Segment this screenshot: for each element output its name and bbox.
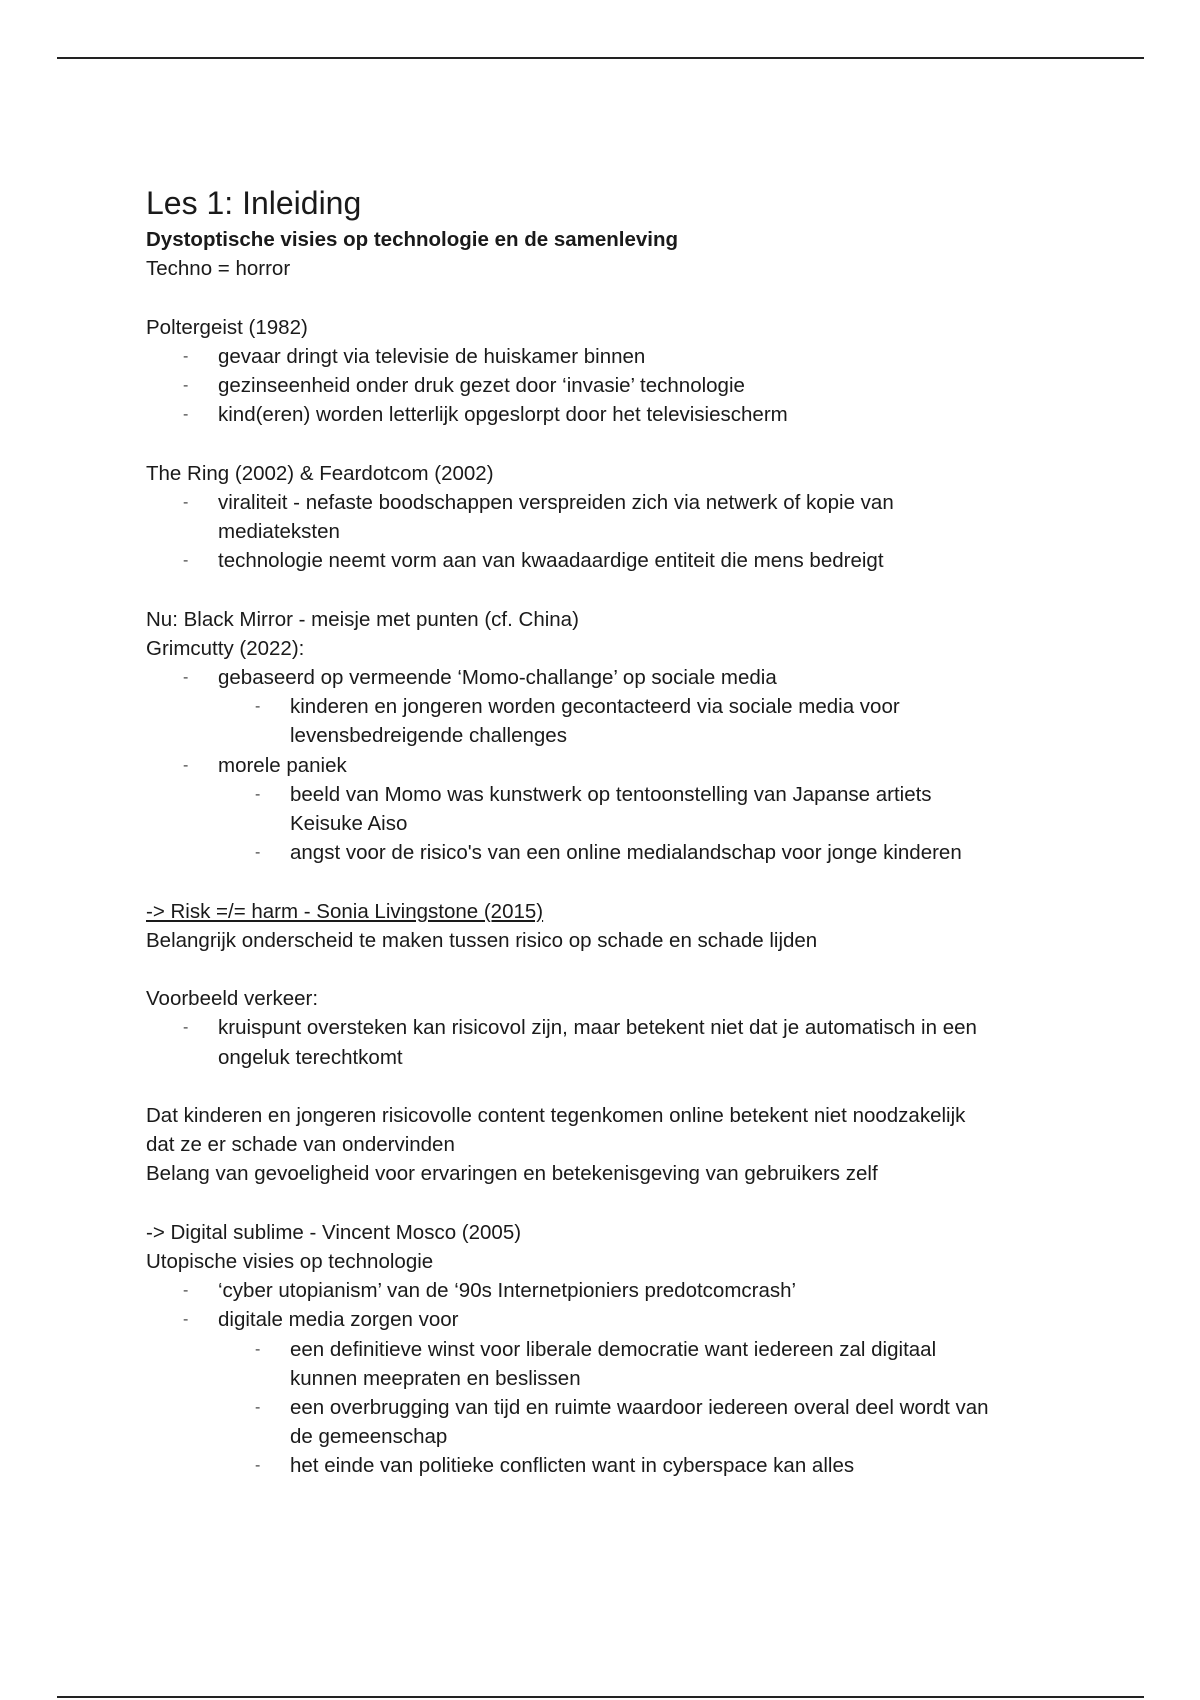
bullet-dash: - bbox=[183, 347, 189, 365]
bullet-list bbox=[146, 1013, 1076, 1071]
film-heading: The Ring (2002) & Feardotcom (2002) bbox=[146, 461, 494, 485]
text-line: Utopische visies op technologie bbox=[146, 1250, 434, 1273]
bullet-dash: - bbox=[183, 406, 189, 424]
page-title: Les 1: Inleiding bbox=[146, 185, 362, 221]
film-heading: Poltergeist (1982) bbox=[146, 315, 308, 339]
bullet-dash: - bbox=[183, 1019, 189, 1037]
bullet-dash: - bbox=[255, 1457, 261, 1475]
text-line: Techno = horror bbox=[146, 257, 291, 281]
bullet-dash: - bbox=[255, 1340, 261, 1358]
bullet-dash: - bbox=[255, 1399, 261, 1417]
list-item: - gezinseenheid onder druk gezet door ‘invasie’ technologie bbox=[146, 371, 1076, 400]
list-item: - gevaar dringt via televisie de huiskamer binnen bbox=[146, 342, 1076, 371]
list-item: - kruispunt oversteken kan risicovol zijn, maar betekent niet dat je automatisch in een ongeluk terechtkomt bbox=[146, 1013, 1076, 1071]
bullet-dash: - bbox=[183, 552, 189, 570]
list-item: - digitale media zorgen voor bbox=[146, 1305, 1076, 1334]
section-heading: Dystoptische visies op technologie en de samenleving bbox=[146, 228, 679, 251]
sub-list-item: - beeld van Momo was kunstwerk op tentoonstelling van Japanse artiets Keisuke Aiso bbox=[146, 780, 1076, 838]
top-rule bbox=[57, 57, 1144, 59]
reference-heading: -> Risk =/= harm - Sonia Livingstone (2015) bbox=[146, 899, 544, 923]
sub-list-item: - kinderen en jongeren worden gecontacteerd via sociale media voor levensbedreigende challenges bbox=[146, 692, 1076, 750]
text-line: Voorbeeld verkeer: bbox=[146, 987, 319, 1011]
bullet-dash: - bbox=[183, 669, 189, 686]
sub-list-item: - angst voor de risico's van een online medialandschap voor jonge kinderen bbox=[146, 838, 1076, 867]
list-item: - viraliteit - nefaste boodschappen verspreiden zich via netwerk of kopie van mediateksten bbox=[146, 488, 1076, 546]
list-item: - ‘cyber utopianism’ van de ‘90s Internetpioniers predotcomcrash’ bbox=[146, 1276, 1076, 1305]
bottom-rule bbox=[57, 1696, 1144, 1698]
bullet-dash: - bbox=[255, 698, 261, 716]
list-item: - technologie neemt vorm aan van kwaadaardige entiteit die mens bedreigt bbox=[146, 546, 1076, 575]
bullet-dash: - bbox=[183, 493, 189, 511]
reference-heading: -> Digital sublime - Vincent Mosco (2005) bbox=[146, 1220, 522, 1244]
bullet-dash: - bbox=[255, 844, 261, 862]
sub-list-item: - een definitieve winst voor liberale democratie want iedereen zal digitaal kunnen meepraten en beslissen bbox=[146, 1335, 1076, 1393]
text-line: Nu: Black Mirror - meisje met punten (cf. China) bbox=[146, 607, 579, 631]
bullet-list bbox=[146, 342, 1076, 430]
paragraph: Dat kinderen en jongeren risicovolle content tegenkomen online betekent niet noodzakelijk dat ze er schade van ondervinden Belang van gevoeligheid voor ervaringen en betekenisgeving van gebruikers zelf bbox=[146, 1104, 966, 1186]
bullet-dash: - bbox=[183, 1311, 189, 1329]
bullet-dash: - bbox=[183, 756, 189, 774]
sub-list-item: - het einde van politieke conflicten want in cyberspace kan alles bbox=[146, 1451, 1076, 1480]
bullet-list bbox=[146, 1276, 1076, 1480]
list-item: - kind(eren) worden letterlijk opgeslorpt door het televisiescherm bbox=[146, 400, 1076, 429]
list-item: - gebaseerd op vermeende ‘Momo-challange’ op sociale media bbox=[146, 663, 1076, 692]
sub-list-item: - een overbrugging van tijd en ruimte waardoor iedereen overal deel wordt van de gemeenschap bbox=[146, 1393, 1076, 1451]
bullet-dash: - bbox=[255, 785, 261, 803]
bullet-list bbox=[146, 488, 1076, 576]
document-body bbox=[146, 183, 1076, 1481]
bullet-list bbox=[146, 663, 1076, 867]
bullet-dash: - bbox=[183, 377, 189, 394]
text-line: Belangrijk onderscheid te maken tussen risico op schade en schade lijden bbox=[146, 928, 818, 952]
list-item: - morele paniek bbox=[146, 751, 1076, 780]
text-line: Grimcutty (2022): bbox=[146, 636, 305, 660]
bullet-dash: - bbox=[183, 1282, 189, 1300]
